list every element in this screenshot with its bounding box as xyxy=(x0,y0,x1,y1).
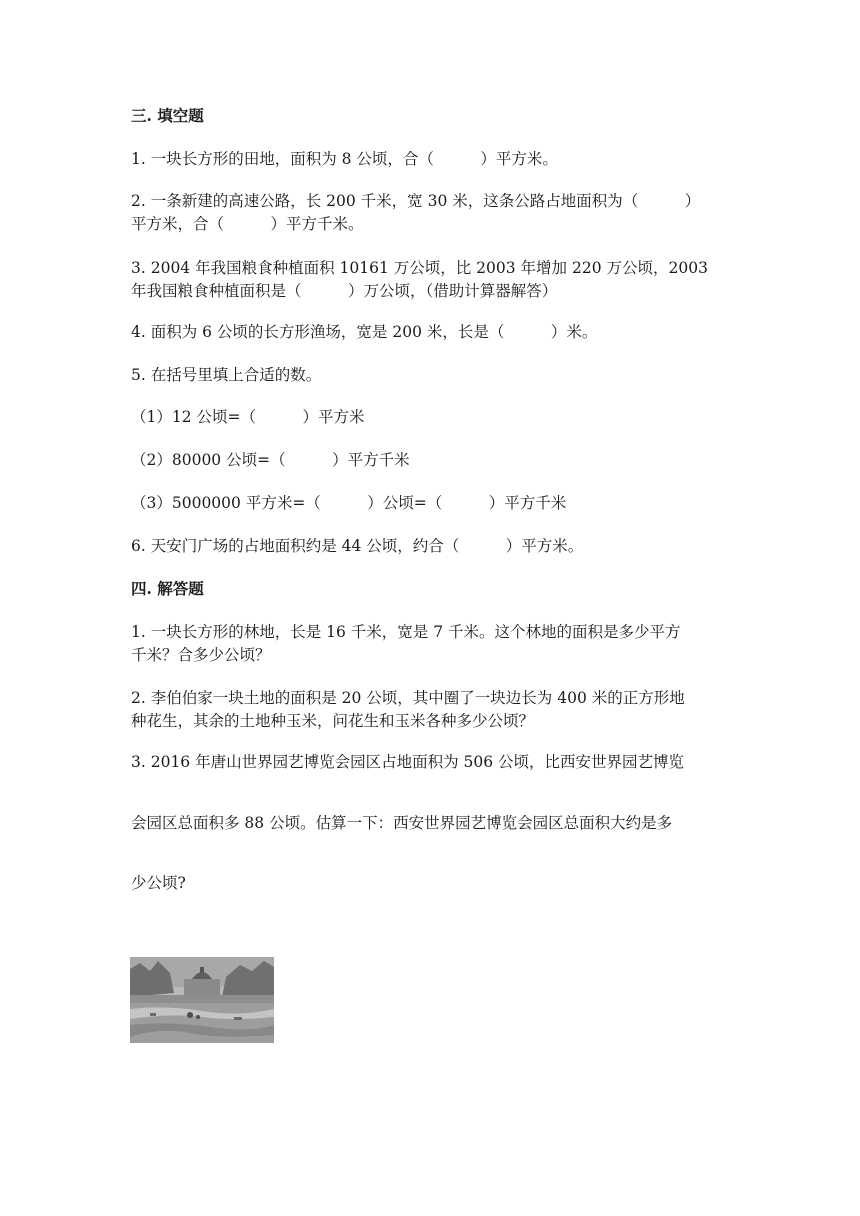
question-4-1-line-1: 1. 一块长方形的林地，长是 16 千米，宽是 7 千米。这个林地的面积是多少平方 xyxy=(131,623,681,641)
question-4-2-line-1: 2. 李伯伯家一块土地的面积是 20 公顷，其中圈了一块边长为 400 米的正方形地 xyxy=(131,689,685,707)
question-3-3-line-1: 3. 2004 年我国粮食种植面积 10161 万公顷，比 2003 年增加 220 万公顷，2003 xyxy=(131,259,708,277)
question-3-3-line-2: 年我国粮食种植面积是（ ）万公顷，（借助计算器解答） xyxy=(131,282,558,300)
question-4-3-line-3: 少公顷? xyxy=(131,874,186,892)
question-3-5-part-1: （1）12 公顷=（ ）平方米 xyxy=(131,408,365,426)
question-3-5-part-3: （3）5000000 平方米=（ ）公顷=（ ）平方千米 xyxy=(131,494,567,512)
question-4-1-line-2: 千米？合多少公顷？ xyxy=(131,646,271,664)
question-4-2-line-2: 种花生，其余的土地种玉米，问花生和玉米各种多少公顷？ xyxy=(131,712,535,730)
expo-park-photo xyxy=(130,957,274,1043)
question-3-4: 4. 面积为 6 公顷的长方形渔场，宽是 200 米，长是（ ）米。 xyxy=(131,323,598,341)
question-3-1: 1. 一块长方形的田地，面积为 8 公顷，合（ ）平方米。 xyxy=(131,150,558,168)
question-3-2-line-2: 平方米，合（ ）平方千米。 xyxy=(131,215,364,233)
question-4-3-line-1: 3. 2016 年唐山世界园艺博览会园区占地面积为 506 公顷，比西安世界园艺博览 xyxy=(131,753,685,771)
question-3-5-part-2: （2）80000 公顷=（ ）平方千米 xyxy=(131,451,410,469)
question-4-3-line-2: 会园区总面积多 88 公顷。估算一下：西安世界园艺博览会园区总面积大约是多 xyxy=(131,814,673,832)
question-3-5: 5. 在括号里填上合适的数。 xyxy=(131,366,322,384)
section-3-heading: 三. 填空题 xyxy=(131,106,204,125)
question-3-2-line-1: 2. 一条新建的高速公路，长 200 千米，宽 30 米，这条公路占地面积为（ ） xyxy=(131,192,701,210)
section-4-heading: 四. 解答题 xyxy=(131,579,204,598)
question-3-6: 6. 天安门广场的占地面积约是 44 公顷，约合（ ）平方米。 xyxy=(131,537,584,555)
